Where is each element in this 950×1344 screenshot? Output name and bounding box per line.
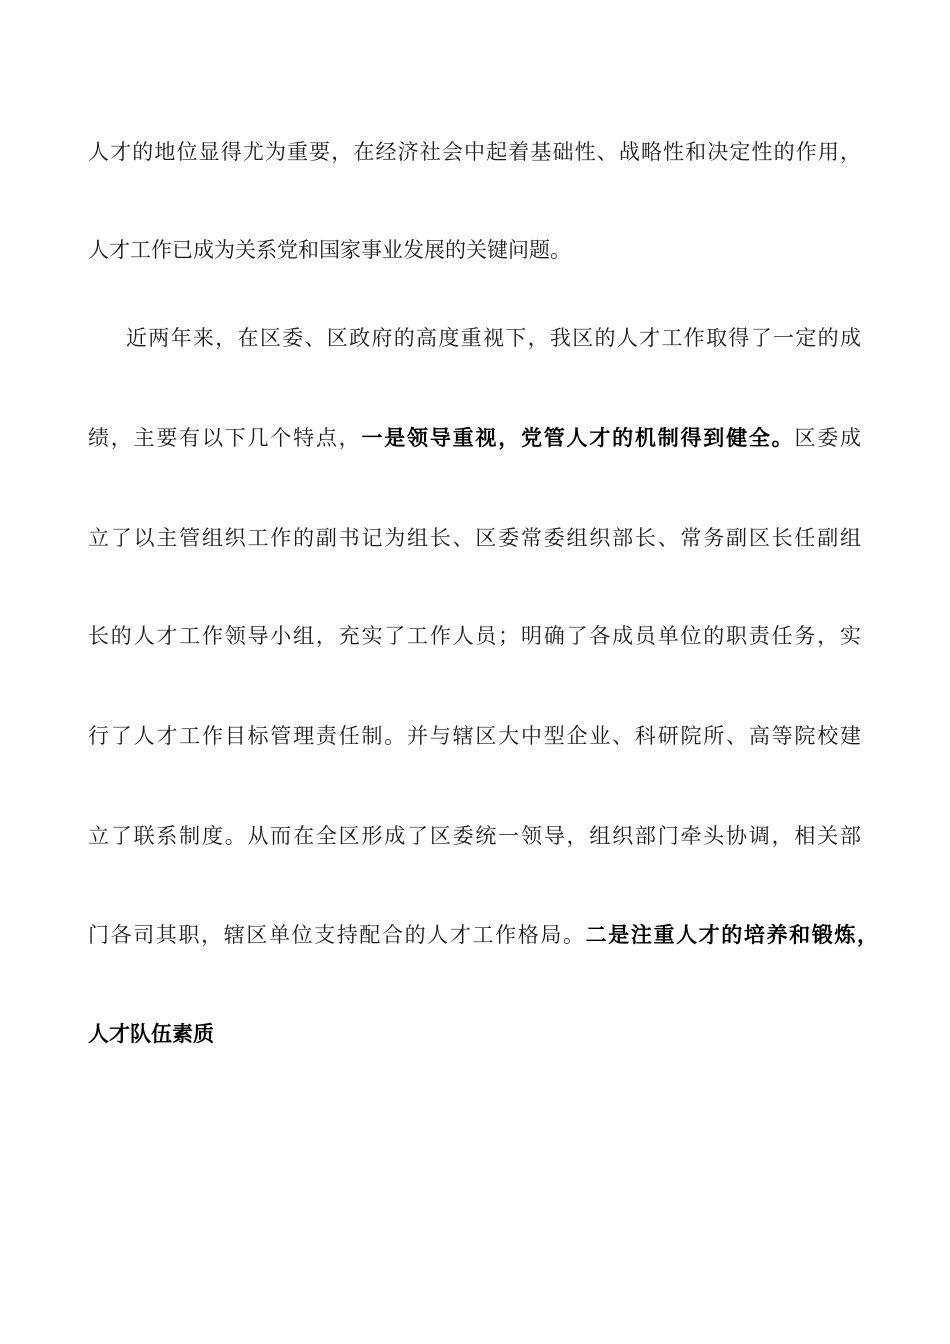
- line-5-text: 立了以主管组织工作的副书记为组长、区委常委组织部长、常务副区长任副组: [88, 526, 861, 550]
- line-2-text: 人才工作已成为关系党和国家事业发展的关键问题。: [88, 238, 571, 262]
- paragraph-line-6: [88, 621, 861, 651]
- line-4-post: 区委成: [794, 426, 862, 450]
- line-3-text: 近两年来，在区委、区政府的高度重视下，我区的人才工作取得了一定的成: [126, 326, 861, 350]
- line-4-pre: 绩，主要有以下几个特点，: [88, 426, 362, 450]
- paragraph-line-1: [88, 137, 861, 167]
- paragraph-line-7: [88, 721, 861, 751]
- paragraph-line-2: [88, 235, 878, 265]
- paragraph-line-8: [88, 821, 861, 851]
- line-4-bold: 一是领导重视，党管人才的机制得到健全。: [361, 425, 795, 450]
- line-8-text: 立了联系制度。从而在全区形成了区委统一领导，组织部门牵头协调，相关部: [88, 824, 861, 848]
- paragraph-line-9: [88, 920, 878, 950]
- line-7-text: 行了人才工作目标管理责任制。并与辖区大中型企业、科研院所、高等院校建: [88, 724, 861, 748]
- paragraph-line-5: [88, 523, 861, 553]
- paragraph-line-3: [126, 323, 861, 353]
- line-1-text: 人才的地位显得尤为重要，在经济社会中起着基础性、战略性和决定性的作用，: [88, 140, 861, 164]
- paragraph-line-4: [88, 423, 861, 453]
- line-9-pre: 门各司其职，辖区单位支持配合的人才工作格局。: [88, 923, 586, 947]
- line-6-text: 长的人才工作领导小组，充实了工作人员；明确了各成员单位的职责任务，实: [88, 624, 861, 648]
- paragraph-line-10: [88, 1019, 878, 1049]
- line-10-bold: 人才队伍素质: [88, 1021, 214, 1046]
- line-9-bold: 二是注重人才的培养和锻炼，: [585, 922, 879, 947]
